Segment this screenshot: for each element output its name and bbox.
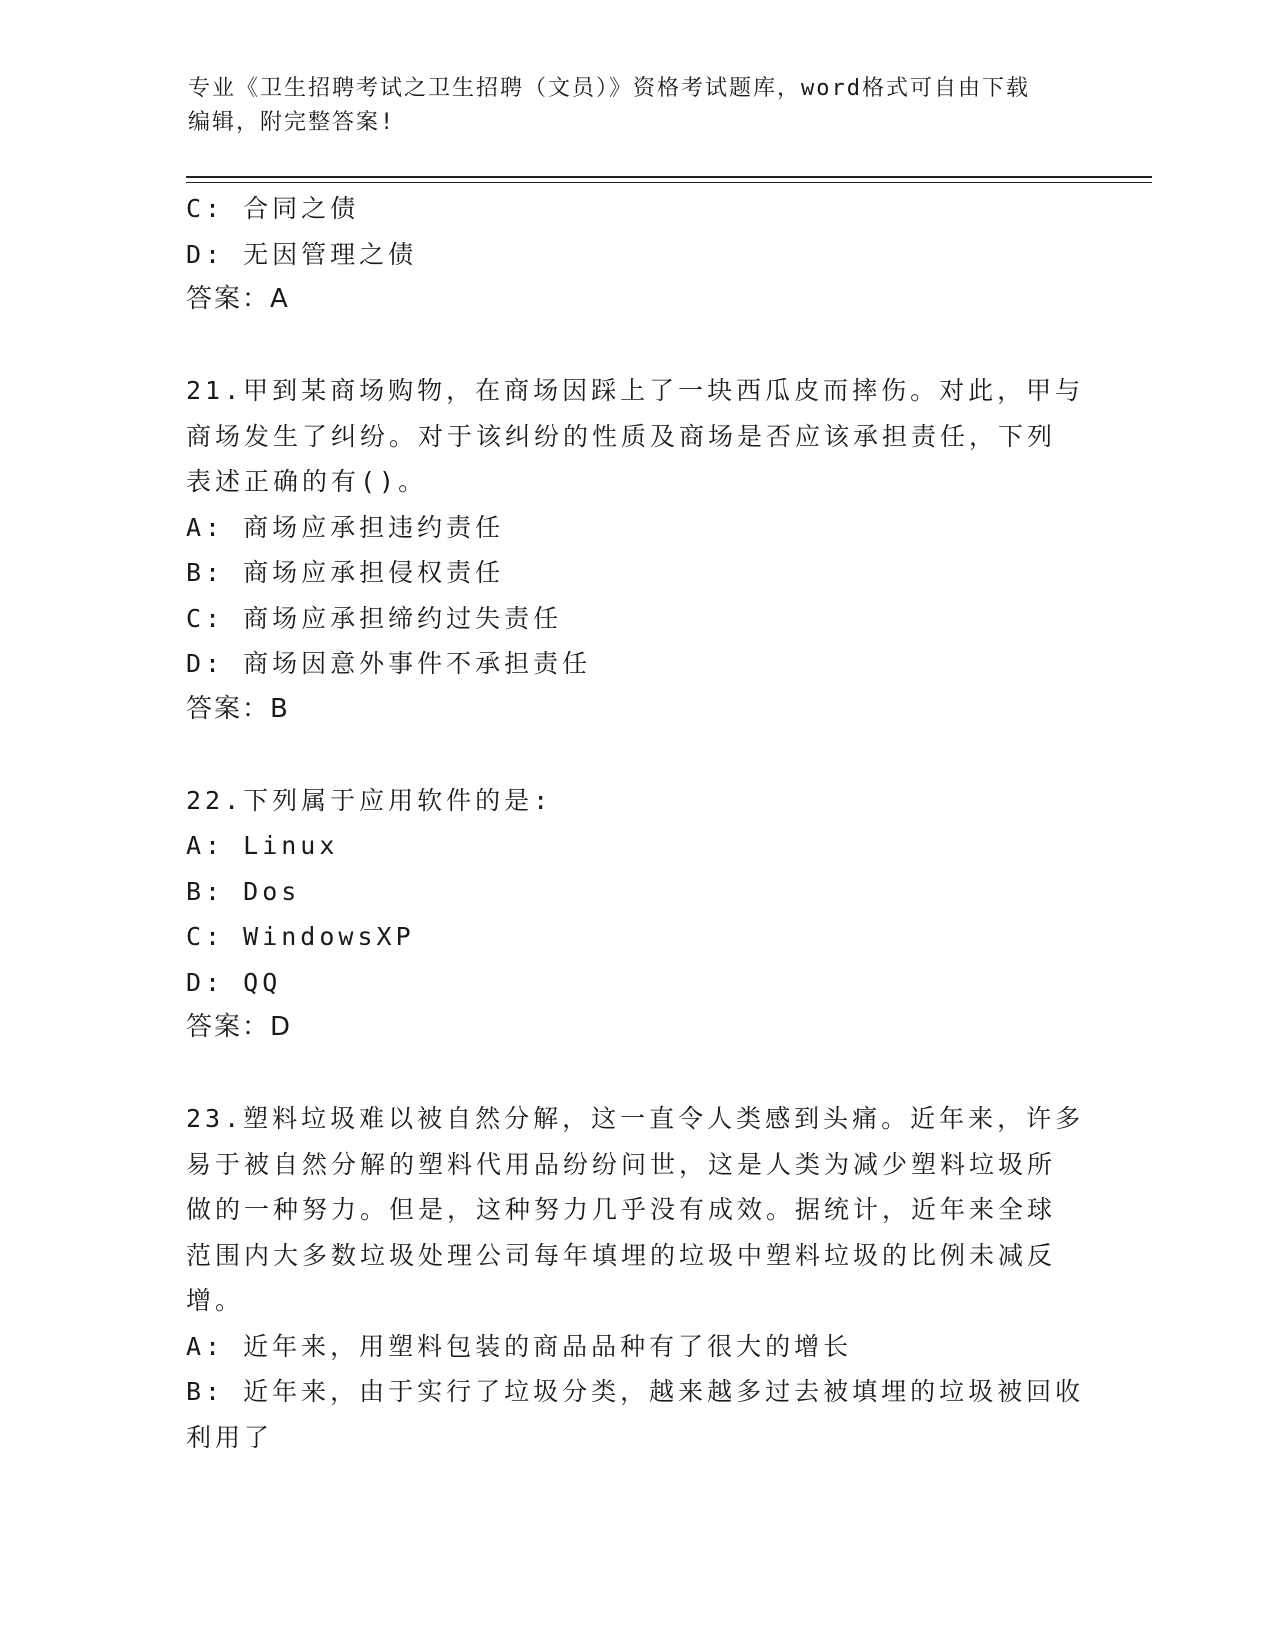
- q20-answer: 答案：A: [186, 284, 290, 314]
- q23-option-a: A: 近年来，用塑料包装的商品品种有了很大的增长: [186, 1331, 853, 1361]
- q23-stem-line: 23.塑料垃圾难以被自然分解，这一直令人类感到头痛。近年来，许多: [186, 1104, 1085, 1133]
- q21-answer: 答案：B: [186, 693, 290, 724]
- spacer: [186, 1051, 1086, 1097]
- document-header: [188, 72, 1068, 140]
- q23-stem-line: 范围内大多数垃圾处理公司每年填埋的垃圾中塑料垃圾的比例未减反: [186, 1240, 1057, 1270]
- q21-stem-line: 21.甲到某商场购物，在商场因踩上了一块西瓜皮而摔伤。对此，甲与: [186, 376, 1085, 405]
- q23-option-b-line: 利用了: [186, 1422, 274, 1452]
- q21-option-d: D: 商场因意外事件不承担责任: [186, 649, 592, 678]
- q21-option-c: C: 商场应承担缔约过失责任: [186, 603, 563, 633]
- q23-stem-line: 增。: [186, 1286, 245, 1315]
- question-content: [186, 186, 1086, 1460]
- spacer: [186, 732, 1086, 778]
- q22-option-d: D: QQ: [186, 967, 282, 997]
- q22-option-b: B: Dos: [186, 876, 301, 906]
- q22-answer: 答案：D: [186, 1012, 293, 1042]
- q21-option-a: A: 商场应承担违约责任: [186, 512, 505, 542]
- spacer: [186, 323, 1086, 369]
- header-line-2: 编辑，附完整答案!: [188, 110, 396, 135]
- q21-option-b: B: 商场应承担侵权责任: [186, 558, 505, 587]
- q20-option-c: C: 合同之债: [186, 194, 360, 223]
- q23-option-b-line: B: 近年来，由于实行了垃圾分类，越来越多过去被填埋的垃圾被回收: [186, 1377, 1085, 1406]
- header-divider-thin: [186, 182, 1152, 183]
- q22-stem: 22.下列属于应用软件的是:: [186, 785, 553, 815]
- q22-option-a: A: Linux: [186, 831, 339, 860]
- q20-option-d: D: 无因管理之债: [186, 239, 418, 269]
- q21-stem-line: 表述正确的有()。: [186, 467, 428, 496]
- q23-stem-line: 易于被自然分解的塑料代用品纷纷问世，这是人类为减少塑料垃圾所: [186, 1149, 1057, 1179]
- q21-stem-line: 商场发生了纠纷。对于该纠纷的性质及商场是否应该承担责任，下列: [186, 421, 1057, 451]
- q22-option-c: C: WindowsXP: [186, 922, 415, 951]
- q23-stem-line: 做的一种努力。但是，这种努力几乎没有成效。据统计，近年来全球: [186, 1195, 1057, 1224]
- header-divider-thick: [186, 176, 1152, 178]
- header-line-1: 专业《卫生招聘考试之卫生招聘（文员）》资格考试题库，word格式可自由下载: [188, 76, 1030, 101]
